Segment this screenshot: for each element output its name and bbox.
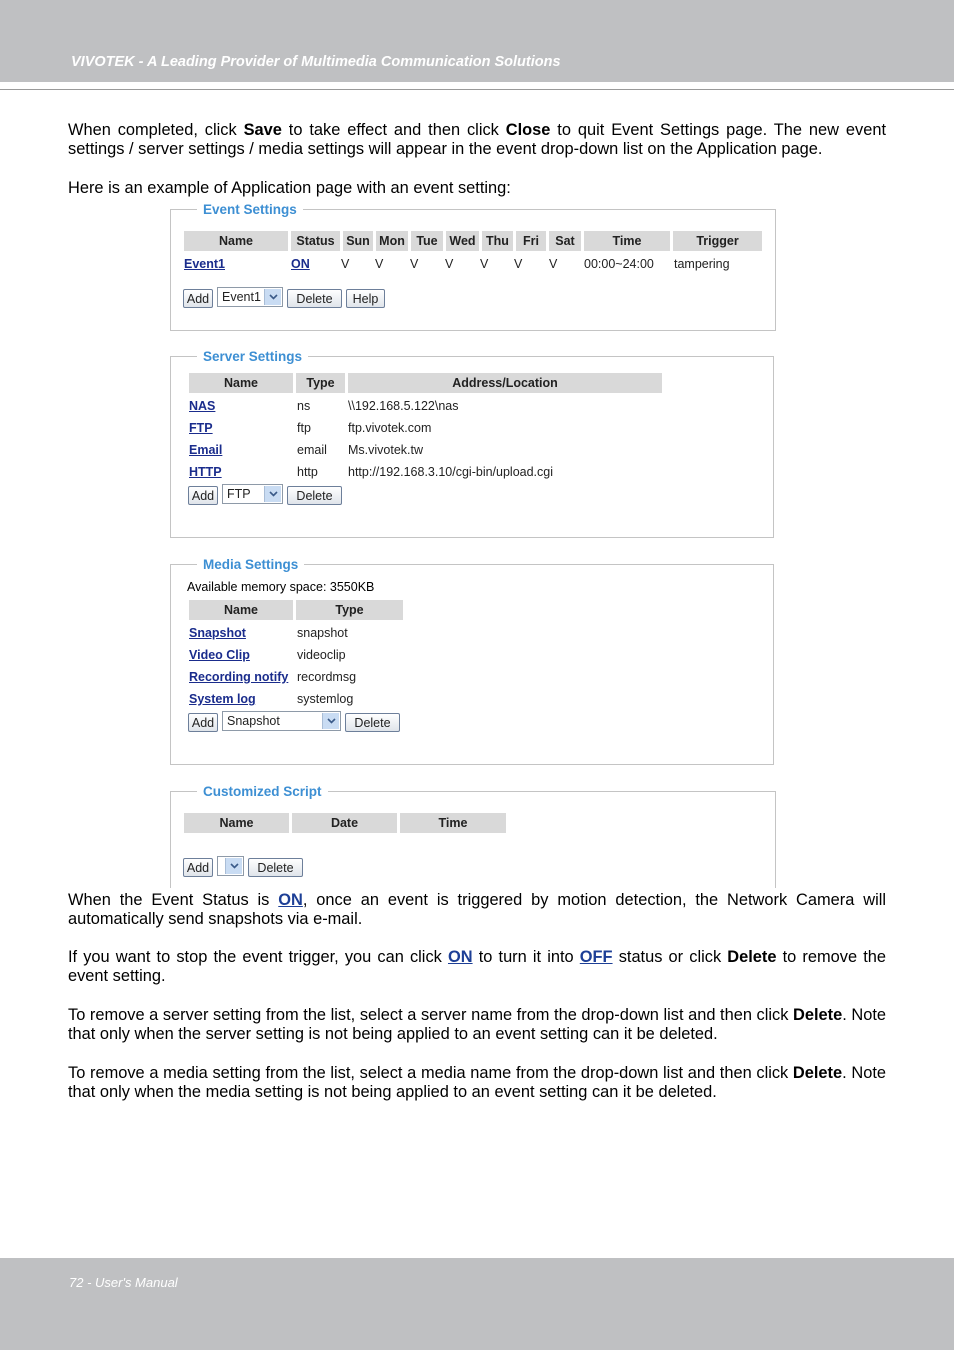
day-flag: V [410,257,419,271]
page-header [0,0,954,82]
media-select-value: Snapshot [227,714,280,728]
media-name-link[interactable]: System log [189,692,256,706]
column-header: Type [296,600,403,620]
header-divider [0,89,954,90]
media-settings-legend: Media Settings [203,557,299,572]
add-event-button[interactable]: Add [183,289,213,308]
body-text: To remove a server setting from the list, select a server name from the drop-down list and then click [68,1006,794,1024]
delete-server-button[interactable]: Delete [287,486,342,505]
page-footer [0,1258,954,1350]
column-header: Thu [482,231,513,251]
intro-text: to take effect and then click [281,121,506,139]
body-text: , once an event is triggered by motion detection, the Network Camera will automatically send snapshots via e-mail. [68,891,886,929]
intro-text: When completed, click [68,121,244,139]
column-header: Name [184,813,289,833]
save-term: Save [243,121,282,139]
day-flag: V [341,257,350,271]
event-status-link[interactable]: ON [291,257,310,271]
day-flag: V [514,257,523,271]
chevron-down-icon[interactable] [225,858,242,874]
intro-paragraph [68,121,886,160]
column-header: Name [184,231,288,251]
intro-text: to quit Event Settings page. The new event settings / server settings / media settings will appear in the event drop-down list on the Application page. [68,121,887,159]
day-flag: V [445,257,454,271]
column-header: Type [296,373,345,393]
chevron-down-icon[interactable] [264,486,281,502]
stop-trigger-paragraph [68,948,886,987]
script-select[interactable] [217,856,244,876]
column-header: Fri [516,231,546,251]
media-type: recordmsg [297,670,357,684]
column-header: Trigger [673,231,762,251]
column-header: Address/Location [348,373,662,393]
server-name-link[interactable]: FTP [189,421,213,435]
media-name-link[interactable]: Snapshot [189,626,246,640]
body-text: to remove the event setting. [68,948,886,986]
remove-server-paragraph [68,1006,886,1045]
delete-term: Delete [792,1064,843,1082]
column-header: Name [189,373,293,393]
event-settings-legend: Event Settings [203,202,297,217]
day-flag: V [375,257,384,271]
remove-media-paragraph [68,1064,886,1103]
body-text: . Note that only when the server setting is not being applied to an event setting can it be deleted. [68,1006,886,1044]
memory-status: Available memory space: 3550KB [187,580,375,594]
body-text: to turn it into [472,948,580,966]
page-number: 72 - User's Manual [69,1275,178,1290]
body-text: When the Event Status is [68,891,279,909]
server-name-link[interactable]: NAS [189,399,216,413]
media-type: snapshot [297,626,348,640]
server-address: http://192.168.3.10/cgi-bin/upload.cgi [348,465,554,479]
column-header: Sun [343,231,373,251]
on-term: ON [278,891,303,909]
server-type: http [297,465,318,479]
column-header: Time [400,813,506,833]
chevron-down-icon[interactable] [264,289,281,305]
day-flag: V [549,257,558,271]
server-name-link[interactable]: HTTP [189,465,222,479]
media-name-link[interactable]: Video Clip [189,648,250,662]
help-button[interactable]: Help [346,289,385,308]
server-select[interactable] [222,484,283,504]
customized-script-legend: Customized Script [203,784,322,799]
column-header: Time [584,231,670,251]
column-header: Wed [446,231,479,251]
column-header: Tue [411,231,443,251]
event-status-paragraph [68,891,886,930]
header-title: VIVOTEK - A Leading Provider of Multimedia Communication Solutions [71,54,561,70]
add-script-button[interactable]: Add [183,858,213,877]
server-address: Ms.vivotek.tw [348,443,424,457]
day-flag: V [480,257,489,271]
media-type: systemlog [297,692,354,706]
delete-term: Delete [793,1006,843,1024]
server-type: ftp [297,421,311,435]
add-server-button[interactable]: Add [188,486,218,505]
media-name-link[interactable]: Recording notify [189,670,289,684]
column-header: Date [292,813,397,833]
server-type: email [297,443,327,457]
body-text: status or click [612,948,728,966]
column-header: Status [291,231,340,251]
chevron-down-icon[interactable] [322,713,339,729]
close-term: Close [505,121,551,139]
media-select[interactable] [222,711,341,731]
delete-term: Delete [727,948,777,966]
event-time: 00:00~24:00 [584,257,654,271]
event-trigger: tampering [674,257,730,271]
body-text: To remove a media setting from the list, select a media name from the drop-down list and then click [68,1064,793,1082]
column-header: Mon [376,231,408,251]
add-media-button[interactable]: Add [188,713,218,732]
example-caption: Here is an example of Application page with an event setting: [68,179,511,197]
server-type: ns [297,399,311,413]
off-term: OFF [579,948,613,966]
body-text: . Note that only when the media setting is not being applied to an event setting can it be deleted. [68,1064,886,1102]
event-select[interactable] [217,287,283,307]
body-text: If you want to stop the event trigger, you can click [68,948,448,966]
event-name-link[interactable]: Event1 [184,257,225,271]
column-header: Sat [549,231,581,251]
server-name-link[interactable]: Email [189,443,223,457]
server-settings-legend: Server Settings [203,349,303,364]
event-select-value: Event1 [222,290,261,304]
on-term: ON [447,948,473,966]
media-type: videoclip [297,648,346,662]
server-address: ftp.vivotek.com [348,421,432,435]
server-select-value: FTP [227,487,251,501]
column-header: Name [189,600,293,620]
delete-event-button[interactable]: Delete [287,289,342,308]
delete-script-button[interactable]: Delete [248,858,303,877]
server-address: \\192.168.5.122\nas [348,399,459,413]
delete-media-button[interactable]: Delete [345,713,400,732]
